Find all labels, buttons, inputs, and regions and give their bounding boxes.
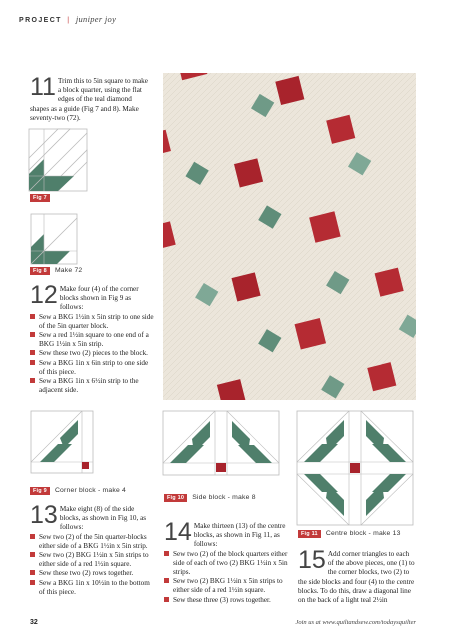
step-text: Trim this to 5in square to make a block quarter, using the flat edges of the teal diamond shapes as a guide (Fig 7 and 8). Make seventy-two (72).	[30, 77, 148, 122]
page-number: 32	[30, 619, 38, 626]
step-14	[164, 518, 288, 605]
project-title: juniper joy	[75, 14, 117, 24]
fig-tag: Fig 10	[164, 494, 187, 502]
step-number: 14	[164, 518, 192, 546]
step-13	[30, 501, 155, 597]
step-number: 11	[30, 73, 56, 101]
step-15	[298, 546, 416, 605]
fig-caption: Centre block - make 13	[325, 530, 401, 537]
step-intro: Make four (4) of the corner blocks shown in Fig 9 as follows:	[59, 285, 139, 312]
fig-caption: Side block - make 8	[192, 494, 256, 501]
step-intro: Make eight (8) of the side blocks, as shown in Fig 10, as follows:	[59, 505, 147, 532]
bullet-item: Sew these three (3) rows together.	[164, 596, 288, 605]
page-header	[19, 14, 116, 24]
fig-caption: Make 72	[54, 267, 83, 274]
fig-tag: Fig 7	[30, 194, 50, 202]
fig-8-label	[30, 267, 82, 274]
step-number: 13	[30, 501, 58, 529]
bullet-item: Sew a BKG 1in x 6½in strip to the adjacent side.	[30, 377, 155, 395]
bullet-item: Sew a BKG 1½in x 5in strip to one side of the 5in quarter block.	[30, 313, 155, 331]
footer-url[interactable]: Join us at www.quiltandsew.com/todaysquilter	[295, 619, 416, 626]
fig-caption: Corner block - make 4	[54, 487, 126, 494]
bullet-item: Sew two (2) of the block quarters either side of each of two (2) BKG 1½in x 5in strips.	[164, 550, 288, 578]
bullet-item: Sew two (2) of the 5in quarter-blocks either side of a BKG 1½in x 5in strip.	[30, 533, 155, 551]
bullet-item: Sew two (2) BKG 1½in x 5in strips to either side of a red 1½in square.	[30, 551, 155, 569]
fig-tag: Fig 9	[30, 487, 50, 495]
fig-10-label	[164, 494, 256, 501]
fig-7-label	[30, 194, 53, 201]
step-12	[30, 281, 155, 395]
fig-11-diagram	[296, 410, 414, 526]
section-label: PROJECT	[19, 17, 62, 24]
step-intro: Make thirteen (13) of the centre blocks, as shown in Fig 11, as follows:	[193, 522, 286, 549]
bullet-item: Sew a BKG 1in x 10½in to the bottom of this piece.	[30, 579, 155, 597]
step-11	[30, 73, 148, 123]
bullet-item: Sew these two (2) rows together.	[30, 569, 155, 578]
fig-tag: Fig 11	[298, 530, 321, 538]
fig-11-label	[298, 530, 401, 537]
fig-7-diagram	[28, 128, 88, 192]
step-number: 12	[30, 281, 58, 309]
quilt-photo-image	[163, 73, 416, 400]
header-separator: |	[67, 17, 71, 24]
bullet-item: Sew a BKG 1in x 6in strip to one side of this piece.	[30, 359, 155, 377]
bullet-item: Sew two (2) BKG 1½in x 5in strips to either side of a red 1½in square.	[164, 577, 288, 595]
step-number: 15	[298, 546, 326, 574]
fig-9-diagram	[30, 410, 94, 474]
fig-8-diagram	[30, 213, 78, 265]
fig-10-diagram	[162, 410, 280, 476]
step-text: Add corner triangles to each of the above pieces, one (1) to the corner blocks, two (2) to the side blocks and four (4) to the centre blocks. To do this, draw a diagonal line on the back of a light teal 2½in	[298, 550, 415, 605]
bullet-item: Sew a red 1½in square to one end of a BKG 1½in x 5in strip.	[30, 331, 155, 349]
quilt-photo	[163, 73, 416, 400]
fig-9-label	[30, 487, 126, 494]
bullet-item: Sew these two (2) pieces to the block.	[30, 349, 155, 358]
fig-tag: Fig 8	[30, 267, 50, 275]
